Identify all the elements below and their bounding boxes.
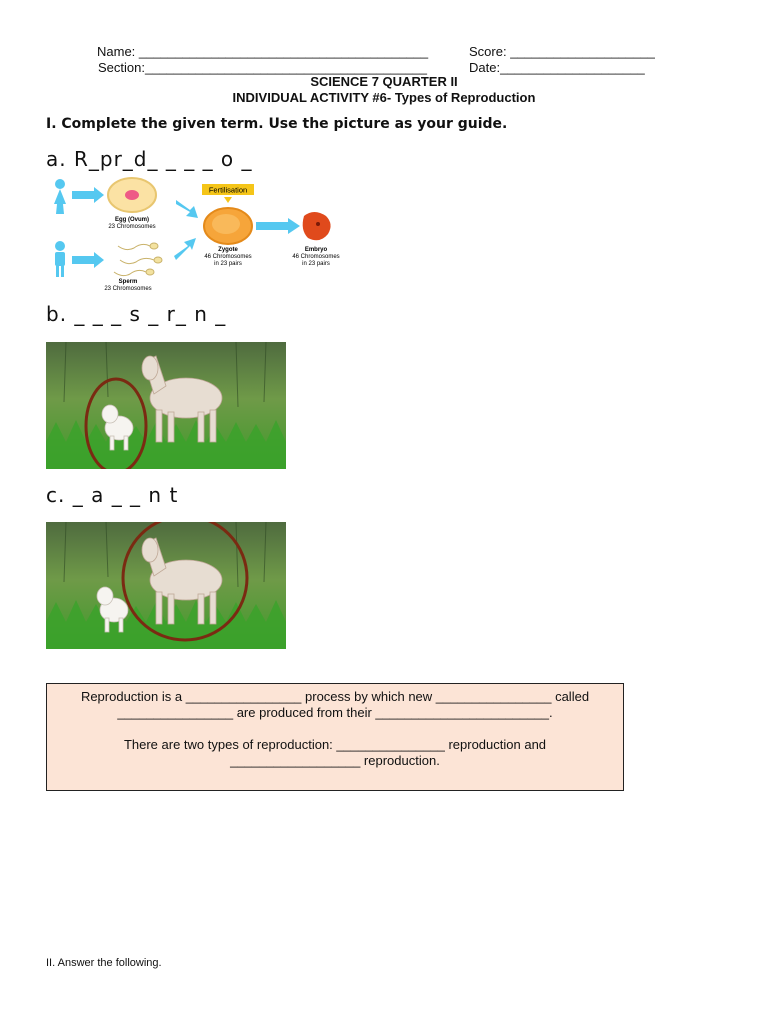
goat-photo-parent [46,522,286,649]
zygote-icon [204,208,252,244]
summary-line-4[interactable]: __________________ reproduction. [230,753,440,768]
egg-cell-icon [108,178,156,212]
arrow-right-icon [72,187,104,203]
part2-instruction: II. Answer the following. [46,957,162,969]
date-blank[interactable]: ____________________ [500,60,645,75]
name-label: Name: [97,44,136,59]
score-line [469,44,655,59]
summary-line-2[interactable]: ________________ are produced from their ________________________. [117,705,553,720]
embryo-label: Embryo [304,247,328,253]
embryo-icon [303,212,331,240]
term-b-pattern: _ _ _ s _ r_ n _ [74,302,227,326]
sperm-cells-icon [114,243,162,276]
term-a-letter: a. [46,147,67,171]
term-c [46,483,178,507]
arrow-diagonal-icon [174,238,196,260]
page-subtitle: INDIVIDUAL ACTIVITY #6- Types of Reproduction [232,90,536,105]
summary-line-3[interactable]: There are two types of reproduction: _______________ reproduction and [123,737,547,752]
zygote-sub1: 46 Chromosomes [204,254,252,260]
fertilisation-label: Fertilisation [208,185,248,195]
term-b [46,302,226,326]
arrow-down-icon [224,197,232,203]
summary-line-1[interactable]: Reproduction is a ________________ process by which new ________________ called [80,689,590,704]
date-label: Date: [469,60,501,75]
name-line [97,44,428,59]
embryo-sub2: in 23 pairs [302,261,330,267]
female-icon [54,179,66,214]
page-title: SCIENCE 7 QUARTER II [310,74,458,89]
section-blank[interactable]: _______________________________________ [144,60,427,75]
term-c-letter: c. [46,483,66,507]
zygote-label: Zygote [218,247,238,253]
arrow-right-icon [72,252,104,268]
embryo-sub1: 46 Chromosomes [292,254,340,260]
score-blank[interactable]: ____________________ [510,44,655,59]
sperm-label: Sperm [118,279,138,285]
section-line [98,60,427,75]
arrow-right-icon [256,218,300,234]
arrow-diagonal-icon [176,200,198,218]
term-c-pattern: _ a _ _ n t [72,483,179,507]
term-a-pattern: R_pr_d_ _ _ _ o _ [73,147,253,171]
term-a [46,147,253,171]
summary-box [46,683,624,791]
part1-instruction: I. Complete the given term. Use the picture as your guide. [46,116,508,132]
goat-photo-offspring [46,342,286,469]
egg-sub: 23 Chromosomes [108,224,156,230]
male-icon [55,241,65,277]
zygote-sub2: in 23 pairs [214,261,242,267]
section-label: Section: [98,60,145,75]
score-label: Score: [469,44,507,59]
name-blank[interactable]: ________________________________________ [138,44,429,59]
egg-label: Egg (Ovum) [115,217,149,223]
fertilisation-diagram [46,176,346,291]
sperm-sub: 23 Chromosomes [104,286,152,291]
date-line [469,60,645,75]
term-b-letter: b. [46,302,68,326]
